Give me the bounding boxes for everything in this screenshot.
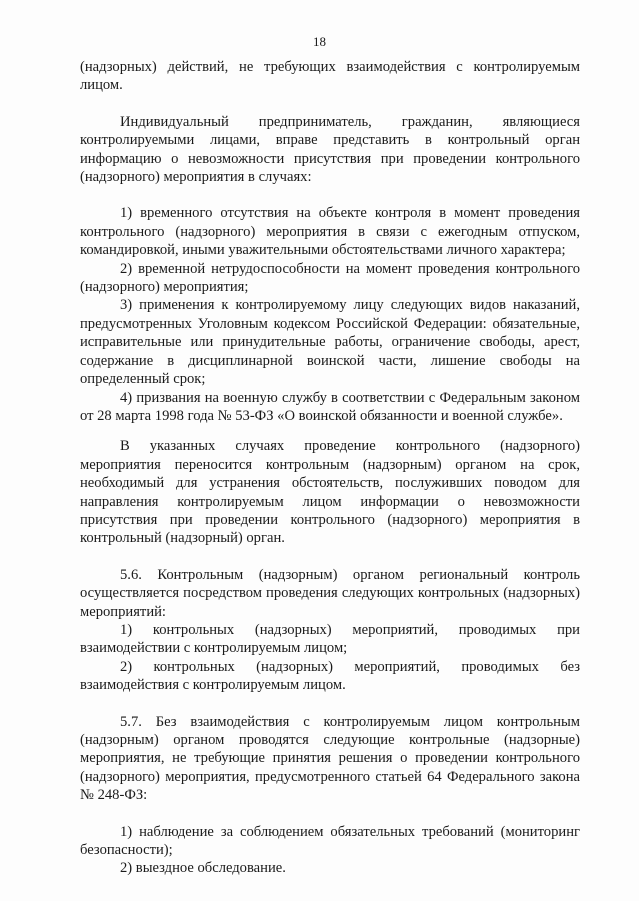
list-item-punishment: 3) применения к контролируемому лицу следующих видов наказаний, предусмотренных Уголовным кодексом Российской Федерации: обязательные, исправительные или принудительные работы, ограничение свободы, арест, содержание в дисциплинарной воинской части, лишение свободы на определенный срок; [80, 297, 580, 388]
section-5-7: 5.7. Без взаимодействия с контролируемым лицом контрольным (надзорным) органом проводятся следующие контрольные (надзорные) мероприятия, не требующие принятия решения о проведении контрольного (надзорного) мероприятия, предусмотренного статьей 64 Федерального закона № 248-ФЗ: [80, 713, 580, 804]
document-body [80, 58, 580, 878]
paragraph-entrepreneur-right: Индивидуальный предприниматель, гражданин, являющиеся контролируемыми лицами, вправе представить в контрольный орган информацию о невозможности присутствия при проведении контрольного (надзорного) мероприятия в случаях: [80, 113, 580, 186]
list-item-with-interaction: 1) контрольных (надзорных) мероприятий, проводимых при взаимодействии с контролируемым лицом; [80, 621, 580, 657]
page-number: 18 [313, 34, 326, 49]
paragraph-postponement: В указанных случаях проведение контрольного (надзорного) мероприятия переносится контрольным (надзорным) органом на срок, необходимый для устранения обстоятельств, послуживших поводом для направления контролируемым лицом информации о невозможности присутствия при проведении контрольного (надзорного) мероприятия в контрольный (надзорный) орган. [80, 438, 580, 547]
list-item-military-service: 4) призвания на военную службу в соответствии с Федеральным законом от 28 марта 1998 года № 53-ФЗ «О воинской обязанности и военной службе». [80, 389, 580, 424]
list-item-field-inspection: 2) выездное обследование. [120, 860, 286, 877]
list-item-monitoring: 1) наблюдение за соблюдением обязательных требований (мониторинг безопасности); [80, 823, 580, 859]
section-5-6: 5.6. Контрольным (надзорным) органом региональный контроль осуществляется посредством проведения следующих контрольных (надзорных) мероприятий: [80, 566, 580, 620]
list-item-disability: 2) временной нетрудоспособности на момент проведения контрольного (надзорного) мероприятия; [80, 260, 580, 296]
list-item-absence: 1) временного отсутствия на объекте контроля в момент проведения контрольного (надзорного) мероприятия в связи с ежегодным отпуском, командировкой, иными уважительными обстоятельствами личного характера; [80, 205, 580, 259]
paragraph-continuation: (надзорных) действий, не требующих взаимодействия с контролируемым лицом. [80, 59, 580, 94]
list-item-without-interaction: 2) контрольных (надзорных) мероприятий, проводимых без взаимодействия с контролируемым лицом. [80, 658, 580, 694]
